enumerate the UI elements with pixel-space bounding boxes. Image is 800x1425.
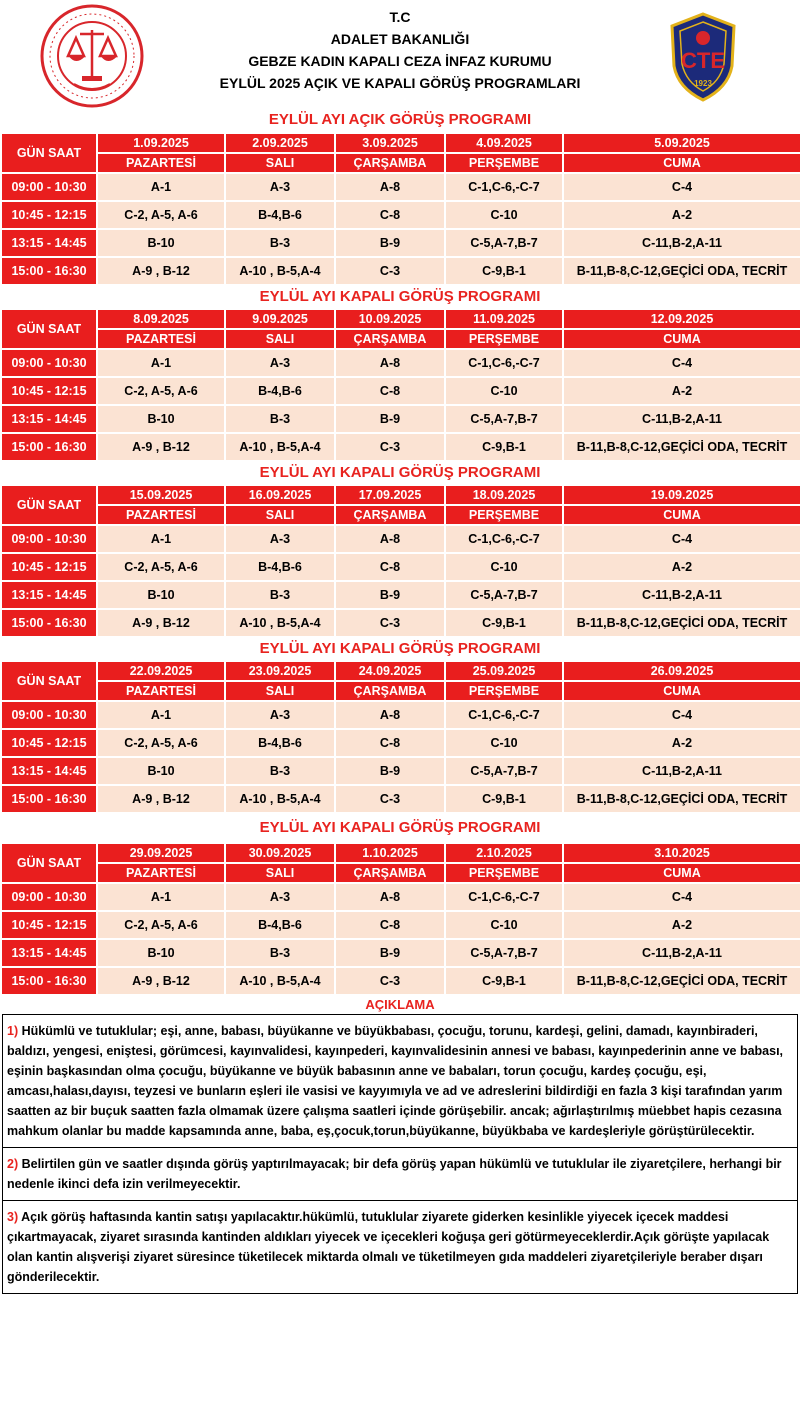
day-header: PERŞEMBE <box>445 153 563 173</box>
ward-cell: C-1,C-6,-C-7 <box>445 701 563 729</box>
ward-cell: C-8 <box>335 553 445 581</box>
ward-cell: A-8 <box>335 349 445 377</box>
ward-cell: A-9 , B-12 <box>97 433 225 461</box>
ward-cell: C-2, A-5, A-6 <box>97 201 225 229</box>
date-header: 16.09.2025 <box>225 485 335 505</box>
time-slot: 09:00 - 10:30 <box>1 883 97 911</box>
time-slot: 13:15 - 14:45 <box>1 939 97 967</box>
date-header: 15.09.2025 <box>97 485 225 505</box>
ward-cell: A-10 , B-5,A-4 <box>225 433 335 461</box>
ward-cell: A-2 <box>563 553 800 581</box>
ward-cell: C-5,A-7,B-7 <box>445 405 563 433</box>
table-row <box>1 257 800 285</box>
ward-cell: A-10 , B-5,A-4 <box>225 609 335 637</box>
ward-cell: A-1 <box>97 173 225 201</box>
cte-logo-letters: CTE <box>681 48 725 73</box>
schedule-sections <box>0 108 800 996</box>
ward-cell: A-8 <box>335 701 445 729</box>
date-header: 18.09.2025 <box>445 485 563 505</box>
date-header: 24.09.2025 <box>335 661 445 681</box>
ward-cell: B-10 <box>97 757 225 785</box>
ward-cell: B-11,B-8,C-12,GEÇİCİ ODA, TECRİT <box>563 257 800 285</box>
section-title: EYLÜL AYI KAPALI GÖRÜŞ PROGRAMI <box>259 819 541 836</box>
ward-cell: A-3 <box>225 525 335 553</box>
ward-cell: B-3 <box>225 939 335 967</box>
time-slot: 13:15 - 14:45 <box>1 229 97 257</box>
day-header: ÇARŞAMBA <box>335 153 445 173</box>
schedule-table <box>0 132 800 286</box>
table-row <box>1 553 800 581</box>
ward-cell: A-8 <box>335 525 445 553</box>
cte-emblem-icon <box>668 12 738 102</box>
note-item <box>3 1147 797 1200</box>
time-slot: 15:00 - 16:30 <box>1 433 97 461</box>
day-header: ÇARŞAMBA <box>335 681 445 701</box>
day-header: SALI <box>225 863 335 883</box>
header-line-institution: GEBZE KADIN KAPALI CEZA İNFAZ KURUMU <box>248 53 552 69</box>
ward-cell: C-2, A-5, A-6 <box>97 377 225 405</box>
ward-cell: C-11,B-2,A-11 <box>563 229 800 257</box>
cte-logo-year: 1923 <box>694 79 712 88</box>
date-header: 23.09.2025 <box>225 661 335 681</box>
ward-cell: B-4,B-6 <box>225 729 335 757</box>
ministry-of-justice-seal-icon <box>40 4 144 108</box>
day-header: ÇARŞAMBA <box>335 329 445 349</box>
note-number: 3) <box>7 1210 19 1224</box>
table-row <box>1 911 800 939</box>
ward-cell: A-9 , B-12 <box>97 967 225 995</box>
ward-cell: B-10 <box>97 939 225 967</box>
ward-cell: C-4 <box>563 349 800 377</box>
day-header: SALI <box>225 505 335 525</box>
ward-cell: A-3 <box>225 701 335 729</box>
ward-cell: B-10 <box>97 581 225 609</box>
ward-cell: C-2, A-5, A-6 <box>97 911 225 939</box>
time-slot: 13:15 - 14:45 <box>1 581 97 609</box>
ward-cell: C-5,A-7,B-7 <box>445 939 563 967</box>
gun-saat-header: GÜN SAAT <box>1 309 97 349</box>
section-title: EYLÜL AYI KAPALI GÖRÜŞ PROGRAMI <box>259 640 541 657</box>
table-row <box>1 377 800 405</box>
ward-cell: C-8 <box>335 911 445 939</box>
ward-cell: B-3 <box>225 229 335 257</box>
table-row <box>1 349 800 377</box>
table-row <box>1 785 800 813</box>
ward-cell: C-3 <box>335 257 445 285</box>
ward-cell: B-11,B-8,C-12,GEÇİCİ ODA, TECRİT <box>563 967 800 995</box>
day-header: SALI <box>225 329 335 349</box>
ward-cell: A-2 <box>563 911 800 939</box>
ward-cell: A-1 <box>97 349 225 377</box>
ward-cell: A-2 <box>563 729 800 757</box>
ward-cell: A-3 <box>225 349 335 377</box>
day-header: PAZARTESİ <box>97 153 225 173</box>
schedule-table <box>0 484 800 638</box>
table-row <box>1 967 800 995</box>
header-line-ministry: ADALET BAKANLIĞI <box>330 31 470 47</box>
ward-cell: C-4 <box>563 525 800 553</box>
time-slot: 09:00 - 10:30 <box>1 701 97 729</box>
day-header: SALI <box>225 681 335 701</box>
ward-cell: C-2, A-5, A-6 <box>97 729 225 757</box>
day-header: CUMA <box>563 863 800 883</box>
ward-cell: A-3 <box>225 173 335 201</box>
ward-cell: C-9,B-1 <box>445 785 563 813</box>
time-slot: 09:00 - 10:30 <box>1 349 97 377</box>
ward-cell: B-9 <box>335 581 445 609</box>
ward-cell: A-1 <box>97 883 225 911</box>
ward-cell: C-11,B-2,A-11 <box>563 581 800 609</box>
aciklama-title: AÇIKLAMA <box>365 997 435 1012</box>
day-header: PAZARTESİ <box>97 863 225 883</box>
ward-cell: B-10 <box>97 405 225 433</box>
ward-cell: C-9,B-1 <box>445 609 563 637</box>
table-row <box>1 701 800 729</box>
section-title: EYLÜL AYI AÇIK GÖRÜŞ PROGRAMI <box>268 111 532 128</box>
note-item <box>3 1015 797 1147</box>
ward-cell: C-10 <box>445 377 563 405</box>
ward-cell: B-9 <box>335 939 445 967</box>
ward-cell: C-1,C-6,-C-7 <box>445 173 563 201</box>
ward-cell: C-3 <box>335 785 445 813</box>
ward-cell: C-9,B-1 <box>445 967 563 995</box>
ward-cell: B-3 <box>225 581 335 609</box>
time-slot: 10:45 - 12:15 <box>1 377 97 405</box>
ward-cell: A-2 <box>563 377 800 405</box>
day-header: PAZARTESİ <box>97 681 225 701</box>
time-slot: 09:00 - 10:30 <box>1 525 97 553</box>
note-item <box>3 1200 797 1293</box>
date-header: 11.09.2025 <box>445 309 563 329</box>
ward-cell: C-11,B-2,A-11 <box>563 757 800 785</box>
time-slot: 10:45 - 12:15 <box>1 201 97 229</box>
ward-cell: B-9 <box>335 405 445 433</box>
table-row <box>1 609 800 637</box>
day-header: CUMA <box>563 505 800 525</box>
ward-cell: B-9 <box>335 229 445 257</box>
date-header: 8.09.2025 <box>97 309 225 329</box>
ward-cell: C-3 <box>335 609 445 637</box>
ward-cell: C-5,A-7,B-7 <box>445 229 563 257</box>
day-header: PAZARTESİ <box>97 329 225 349</box>
gun-saat-header: GÜN SAAT <box>1 661 97 701</box>
ward-cell: C-5,A-7,B-7 <box>445 757 563 785</box>
gun-saat-header: GÜN SAAT <box>1 843 97 883</box>
table-row <box>1 405 800 433</box>
day-header: CUMA <box>563 153 800 173</box>
ward-cell: B-4,B-6 <box>225 201 335 229</box>
day-header: PERŞEMBE <box>445 329 563 349</box>
ward-cell: C-9,B-1 <box>445 257 563 285</box>
time-slot: 13:15 - 14:45 <box>1 757 97 785</box>
time-slot: 15:00 - 16:30 <box>1 967 97 995</box>
ward-cell: C-1,C-6,-C-7 <box>445 349 563 377</box>
ward-cell: B-4,B-6 <box>225 377 335 405</box>
ward-cell: C-11,B-2,A-11 <box>563 939 800 967</box>
table-row <box>1 581 800 609</box>
date-header: 12.09.2025 <box>563 309 800 329</box>
schedule-table <box>0 660 800 814</box>
date-header: 25.09.2025 <box>445 661 563 681</box>
date-header: 30.09.2025 <box>225 843 335 863</box>
ward-cell: A-1 <box>97 701 225 729</box>
ward-cell: C-10 <box>445 553 563 581</box>
ward-cell: C-8 <box>335 201 445 229</box>
ward-cell: B-4,B-6 <box>225 553 335 581</box>
ward-cell: C-3 <box>335 433 445 461</box>
ward-cell: C-4 <box>563 173 800 201</box>
schedule-table <box>0 308 800 462</box>
ward-cell: C-8 <box>335 377 445 405</box>
date-header: 22.09.2025 <box>97 661 225 681</box>
date-header: 26.09.2025 <box>563 661 800 681</box>
schedule-table <box>0 842 800 996</box>
time-slot: 13:15 - 14:45 <box>1 405 97 433</box>
day-header: SALI <box>225 153 335 173</box>
ward-cell: C-1,C-6,-C-7 <box>445 883 563 911</box>
ward-cell: B-11,B-8,C-12,GEÇİCİ ODA, TECRİT <box>563 433 800 461</box>
ward-cell: B-9 <box>335 757 445 785</box>
day-header: CUMA <box>563 329 800 349</box>
table-row <box>1 729 800 757</box>
ward-cell: C-10 <box>445 201 563 229</box>
table-row <box>1 433 800 461</box>
header-line-program-title: EYLÜL 2025 AÇIK VE KAPALI GÖRÜŞ PROGRAMLARI <box>219 75 581 91</box>
ward-cell: A-10 , B-5,A-4 <box>225 785 335 813</box>
ward-cell: C-11,B-2,A-11 <box>563 405 800 433</box>
ward-cell: C-9,B-1 <box>445 433 563 461</box>
date-header: 2.10.2025 <box>445 843 563 863</box>
ward-cell: B-3 <box>225 757 335 785</box>
ward-cell: C-2, A-5, A-6 <box>97 553 225 581</box>
gun-saat-header: GÜN SAAT <box>1 485 97 525</box>
day-header: PERŞEMBE <box>445 681 563 701</box>
table-row <box>1 201 800 229</box>
ward-cell: A-10 , B-5,A-4 <box>225 967 335 995</box>
ward-cell: A-10 , B-5,A-4 <box>225 257 335 285</box>
day-header: PERŞEMBE <box>445 505 563 525</box>
gun-saat-header: GÜN SAAT <box>1 133 97 173</box>
ward-cell: C-4 <box>563 701 800 729</box>
ward-cell: C-8 <box>335 729 445 757</box>
table-row <box>1 173 800 201</box>
ward-cell: C-1,C-6,-C-7 <box>445 525 563 553</box>
date-header: 17.09.2025 <box>335 485 445 505</box>
section-title: EYLÜL AYI KAPALI GÖRÜŞ PROGRAMI <box>259 288 541 305</box>
day-header: ÇARŞAMBA <box>335 863 445 883</box>
day-header: PAZARTESİ <box>97 505 225 525</box>
date-header: 10.09.2025 <box>335 309 445 329</box>
day-header: PERŞEMBE <box>445 863 563 883</box>
date-header: 3.10.2025 <box>563 843 800 863</box>
header-text <box>150 6 650 94</box>
ward-cell: B-11,B-8,C-12,GEÇİCİ ODA, TECRİT <box>563 785 800 813</box>
section-title: EYLÜL AYI KAPALI GÖRÜŞ PROGRAMI <box>259 464 541 481</box>
time-slot: 15:00 - 16:30 <box>1 785 97 813</box>
table-row <box>1 883 800 911</box>
date-header: 9.09.2025 <box>225 309 335 329</box>
date-header: 4.09.2025 <box>445 133 563 153</box>
date-header: 2.09.2025 <box>225 133 335 153</box>
day-header: ÇARŞAMBA <box>335 505 445 525</box>
note-number: 2) <box>7 1157 19 1171</box>
ward-cell: C-10 <box>445 729 563 757</box>
ward-cell: B-11,B-8,C-12,GEÇİCİ ODA, TECRİT <box>563 609 800 637</box>
ward-cell: A-1 <box>97 525 225 553</box>
table-row <box>1 525 800 553</box>
ward-cell: B-10 <box>97 229 225 257</box>
ward-cell: B-3 <box>225 405 335 433</box>
table-row <box>1 757 800 785</box>
time-slot: 10:45 - 12:15 <box>1 729 97 757</box>
ward-cell: A-8 <box>335 173 445 201</box>
ward-cell: C-5,A-7,B-7 <box>445 581 563 609</box>
date-header: 1.10.2025 <box>335 843 445 863</box>
date-header: 3.09.2025 <box>335 133 445 153</box>
date-header: 5.09.2025 <box>563 133 800 153</box>
day-header: CUMA <box>563 681 800 701</box>
date-header: 29.09.2025 <box>97 843 225 863</box>
ward-cell: B-4,B-6 <box>225 911 335 939</box>
table-row <box>1 939 800 967</box>
ward-cell: C-4 <box>563 883 800 911</box>
date-header: 19.09.2025 <box>563 485 800 505</box>
ward-cell: A-2 <box>563 201 800 229</box>
time-slot: 09:00 - 10:30 <box>1 173 97 201</box>
table-row <box>1 229 800 257</box>
ward-cell: A-3 <box>225 883 335 911</box>
ward-cell: A-8 <box>335 883 445 911</box>
aciklama-notes <box>2 1014 798 1294</box>
ward-cell: A-9 , B-12 <box>97 257 225 285</box>
note-number: 1) <box>7 1024 19 1038</box>
time-slot: 10:45 - 12:15 <box>1 553 97 581</box>
time-slot: 15:00 - 16:30 <box>1 609 97 637</box>
header-line-tc: T.C <box>389 9 411 25</box>
note-text: Açık görüş haftasında kantin satışı yapılacaktır.hükümlü, tutuklular ziyarete giderken kesinlikle yiyecek içecek maddesi çıkartmayacak, ziyaret sırasında kantinden aldıkları yiyecek ve içecekleri koğuşa geri götürmeyeceklerdir.Açık görüşte yapılacak olan kantin alışverişi ziyaret süresince tüketilecek miktarda olmalı ve tüketilmeyen gıda maddeleri ziyaretçileriyle beraber dışarı gönderilecektir. <box>7 1210 770 1284</box>
time-slot: 15:00 - 16:30 <box>1 257 97 285</box>
note-text: Belirtilen gün ve saatler dışında görüş yaptırılmayacak; bir defa görüş yapan hükümlü ve tutuklular ile ziyaretçilere, herhangi bir nedenle ikinci defa izin verilmeyecektir. <box>7 1157 782 1191</box>
ward-cell: C-10 <box>445 911 563 939</box>
ward-cell: A-9 , B-12 <box>97 785 225 813</box>
time-slot: 10:45 - 12:15 <box>1 911 97 939</box>
ward-cell: A-9 , B-12 <box>97 609 225 637</box>
page-header <box>0 0 800 108</box>
note-text: Hükümlü ve tutuklular; eşi, anne, babası, büyükanne ve büyükbabası, çocuğu, torunu, kardeşi, gelini, damadı, kayınbiraderi, baldızı, yengesi, eniştesi, görümcesi, kayınvalidesi, kayınpederi, kayınvalidesinin annesi ve babası, kayınpederinin anne ve babası, eşinin başkasından olma çocuğu, büyükanne ve büyük babasının anne ve babaları, torun çocuğu, kardeş çocuğu, eşi, amcası,halası,dayısı, teyzesi ve bunların eşleri ile vasisi ve kayyımıyla ve ad ve adreslerini bildirdiği en fazla 3 kişi tarafından yarım saatten az bir buçuk saatten fazla olmamak üzere çalışma saatleri içinde görüşebilir. ancak; ağırlaştırılmış müebbet hapis cezasına mahkum olanlar bu madde kapsamında anne, baba, eş,çocuk,torun,büyükanne, büyükbaba ve kardeşleriyle görüştürülecektir. <box>7 1024 784 1138</box>
ward-cell: C-3 <box>335 967 445 995</box>
date-header: 1.09.2025 <box>97 133 225 153</box>
